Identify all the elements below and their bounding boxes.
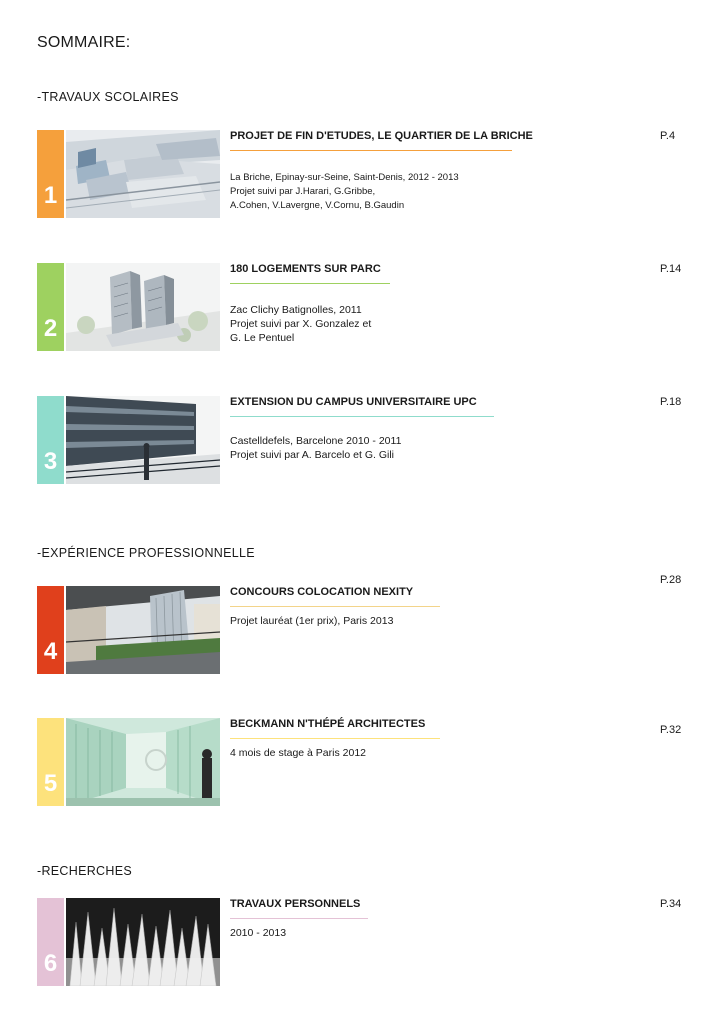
page-number: P.14: [660, 263, 682, 275]
toc-entry-1[interactable]: [37, 130, 687, 220]
entry-title: PROJET DE FIN D'ETUDES, LE QUARTIER DE LA BRICHE: [230, 130, 533, 142]
description-line: Projet suivi par J.Harari, G.Gribbe,: [230, 186, 376, 197]
entry-number: 5: [43, 770, 58, 797]
entry-title: TRAVAUX PERSONNELS: [230, 898, 361, 910]
title-underline: [230, 150, 512, 151]
entry-title: EXTENSION DU CAMPUS UNIVERSITAIRE UPC: [230, 396, 477, 408]
project-thumbnail: [66, 263, 220, 351]
entry-description: [230, 171, 459, 213]
number-block: [37, 396, 64, 484]
title-underline: [230, 283, 390, 284]
section-title-travaux-scolaires: -TRAVAUX SCOLAIRES: [37, 90, 179, 104]
number-block: [37, 718, 64, 806]
entry-description: [230, 746, 366, 760]
number-block: [37, 263, 64, 351]
project-thumbnail: [66, 130, 220, 218]
project-thumbnail: [66, 586, 220, 674]
entry-title: 180 LOGEMENTS SUR PARC: [230, 263, 381, 275]
project-thumbnail: [66, 396, 220, 484]
entry-title: BECKMANN N'THÉPÉ ARCHITECTES: [230, 718, 426, 730]
description-line: 4 mois de stage à Paris 2012: [230, 747, 366, 759]
page-title: SOMMAIRE:: [37, 34, 131, 51]
title-underline: [230, 606, 440, 607]
section-title-experience-professionnelle: -EXPÉRIENCE PROFESSIONNELLE: [37, 546, 255, 560]
description-line: G. Le Pentuel: [230, 332, 295, 344]
entry-number: 6: [43, 950, 58, 977]
title-underline: [230, 416, 494, 417]
description-line: Zac Clichy Batignolles, 2011: [230, 304, 362, 316]
page-number: P.18: [660, 396, 682, 408]
toc-entry-2[interactable]: [37, 263, 687, 353]
section-title-recherches: -RECHERCHES: [37, 864, 132, 878]
number-block: [37, 586, 64, 674]
title-underline: [230, 918, 368, 919]
page-number: P.32: [660, 724, 682, 736]
toc-entry-3[interactable]: [37, 396, 687, 486]
entry-number: 4: [43, 638, 58, 665]
description-line: Projet suivi par A. Barcelo et G. Gili: [230, 449, 394, 461]
entry-description: [230, 434, 401, 462]
number-block: [37, 130, 64, 218]
description-line: Projet suivi par X. Gonzalez et: [230, 318, 372, 330]
page-number: P.28: [660, 574, 682, 586]
project-thumbnail: [66, 898, 220, 986]
entry-number: 2: [43, 315, 58, 342]
page-number: P.34: [660, 898, 682, 910]
toc-entry-5[interactable]: [37, 718, 687, 808]
entry-description: [230, 926, 286, 940]
description-line: A.Cohen, V.Lavergne, V.Cornu, B.Gaudin: [230, 200, 405, 211]
description-line: La Briche, Epinay-sur-Seine, Saint-Denis, 2012 - 2013: [230, 172, 459, 183]
project-thumbnail: [66, 718, 220, 806]
toc-entry-6[interactable]: [37, 898, 687, 988]
toc-entry-4[interactable]: [37, 574, 687, 676]
entry-number: 3: [43, 448, 58, 475]
entry-title: CONCOURS COLOCATION NEXITY: [230, 586, 414, 598]
description-line: 2010 - 2013: [230, 927, 287, 939]
description-line: Castelldefels, Barcelone 2010 - 2011: [230, 435, 402, 447]
page-number: P.4: [660, 130, 676, 142]
entry-description: [230, 614, 393, 628]
title-underline: [230, 738, 440, 739]
description-line: Projet lauréat (1er prix), Paris 2013: [230, 615, 394, 627]
entry-description: [230, 303, 371, 345]
number-block: [37, 898, 64, 986]
entry-number: 1: [43, 182, 58, 209]
